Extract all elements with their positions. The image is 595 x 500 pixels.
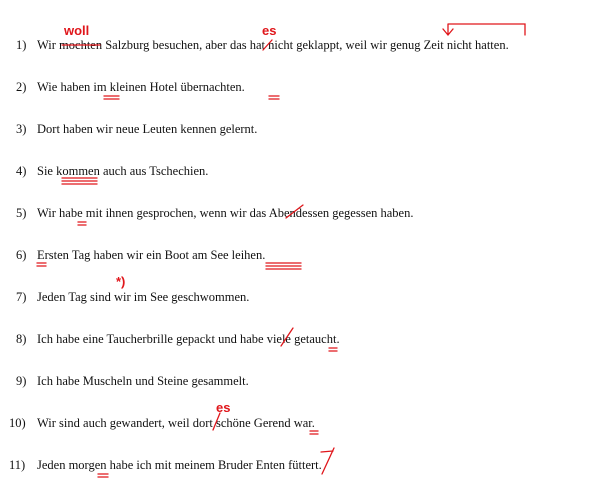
correction-woll: woll [64,23,90,38]
insert-mark [322,448,334,474]
sentence-number: 4) [16,164,27,178]
sentence-text: Wie haben im kleinen Hotel übernachten. [37,80,245,94]
sentence-text: Dort haben wir neue Leuten kennen gelernt. [37,122,258,136]
sentence-number: 6) [16,248,27,262]
sentence-number: 3) [16,122,27,136]
sentence-number: 9) [16,374,27,388]
sentence-number: 7) [16,290,27,304]
sentence-text: Jeden morgen habe ich mit meinem Bruder Enten füttert. [37,458,322,472]
correction-es: es [216,400,231,415]
sentence-text: Ich habe eine Taucherbrille gepackt und habe viele getaucht. [37,332,340,346]
sentence-number: 10) [9,416,26,430]
sentence-text: Jeden Tag sind wir im See geschwommen. [37,290,250,304]
sentence-text: Wir habe mit ihnen gesprochen, wenn wir das Abendessen gegessen haben. [37,206,414,220]
correction-asterisk: *) [116,274,126,289]
correction-es: es [262,23,277,38]
word-order-arrow [443,24,525,35]
sentence-text: Wir mochten Salzburg besuchen, aber das hat nicht geklappt, weil wir genug Zeit nicht hatten. [37,38,509,52]
sentence-text: Sie kommen auch aus Tschechien. [37,164,209,178]
sentence-number: 2) [16,80,27,94]
sentence-number: 1) [16,38,27,52]
sentence-text: Ersten Tag haben wir ein Boot am See leihen. [37,248,266,262]
sentence-text: Ich habe Muscheln und Steine gesammelt. [37,374,249,388]
t-crossbar [321,451,333,452]
sentence-number: 5) [16,206,27,220]
sentence-text: Wir sind auch gewandert, weil dort schöne Gerend war. [37,416,315,430]
sentence-number: 11) [9,458,26,472]
sentence-number: 8) [16,332,27,346]
